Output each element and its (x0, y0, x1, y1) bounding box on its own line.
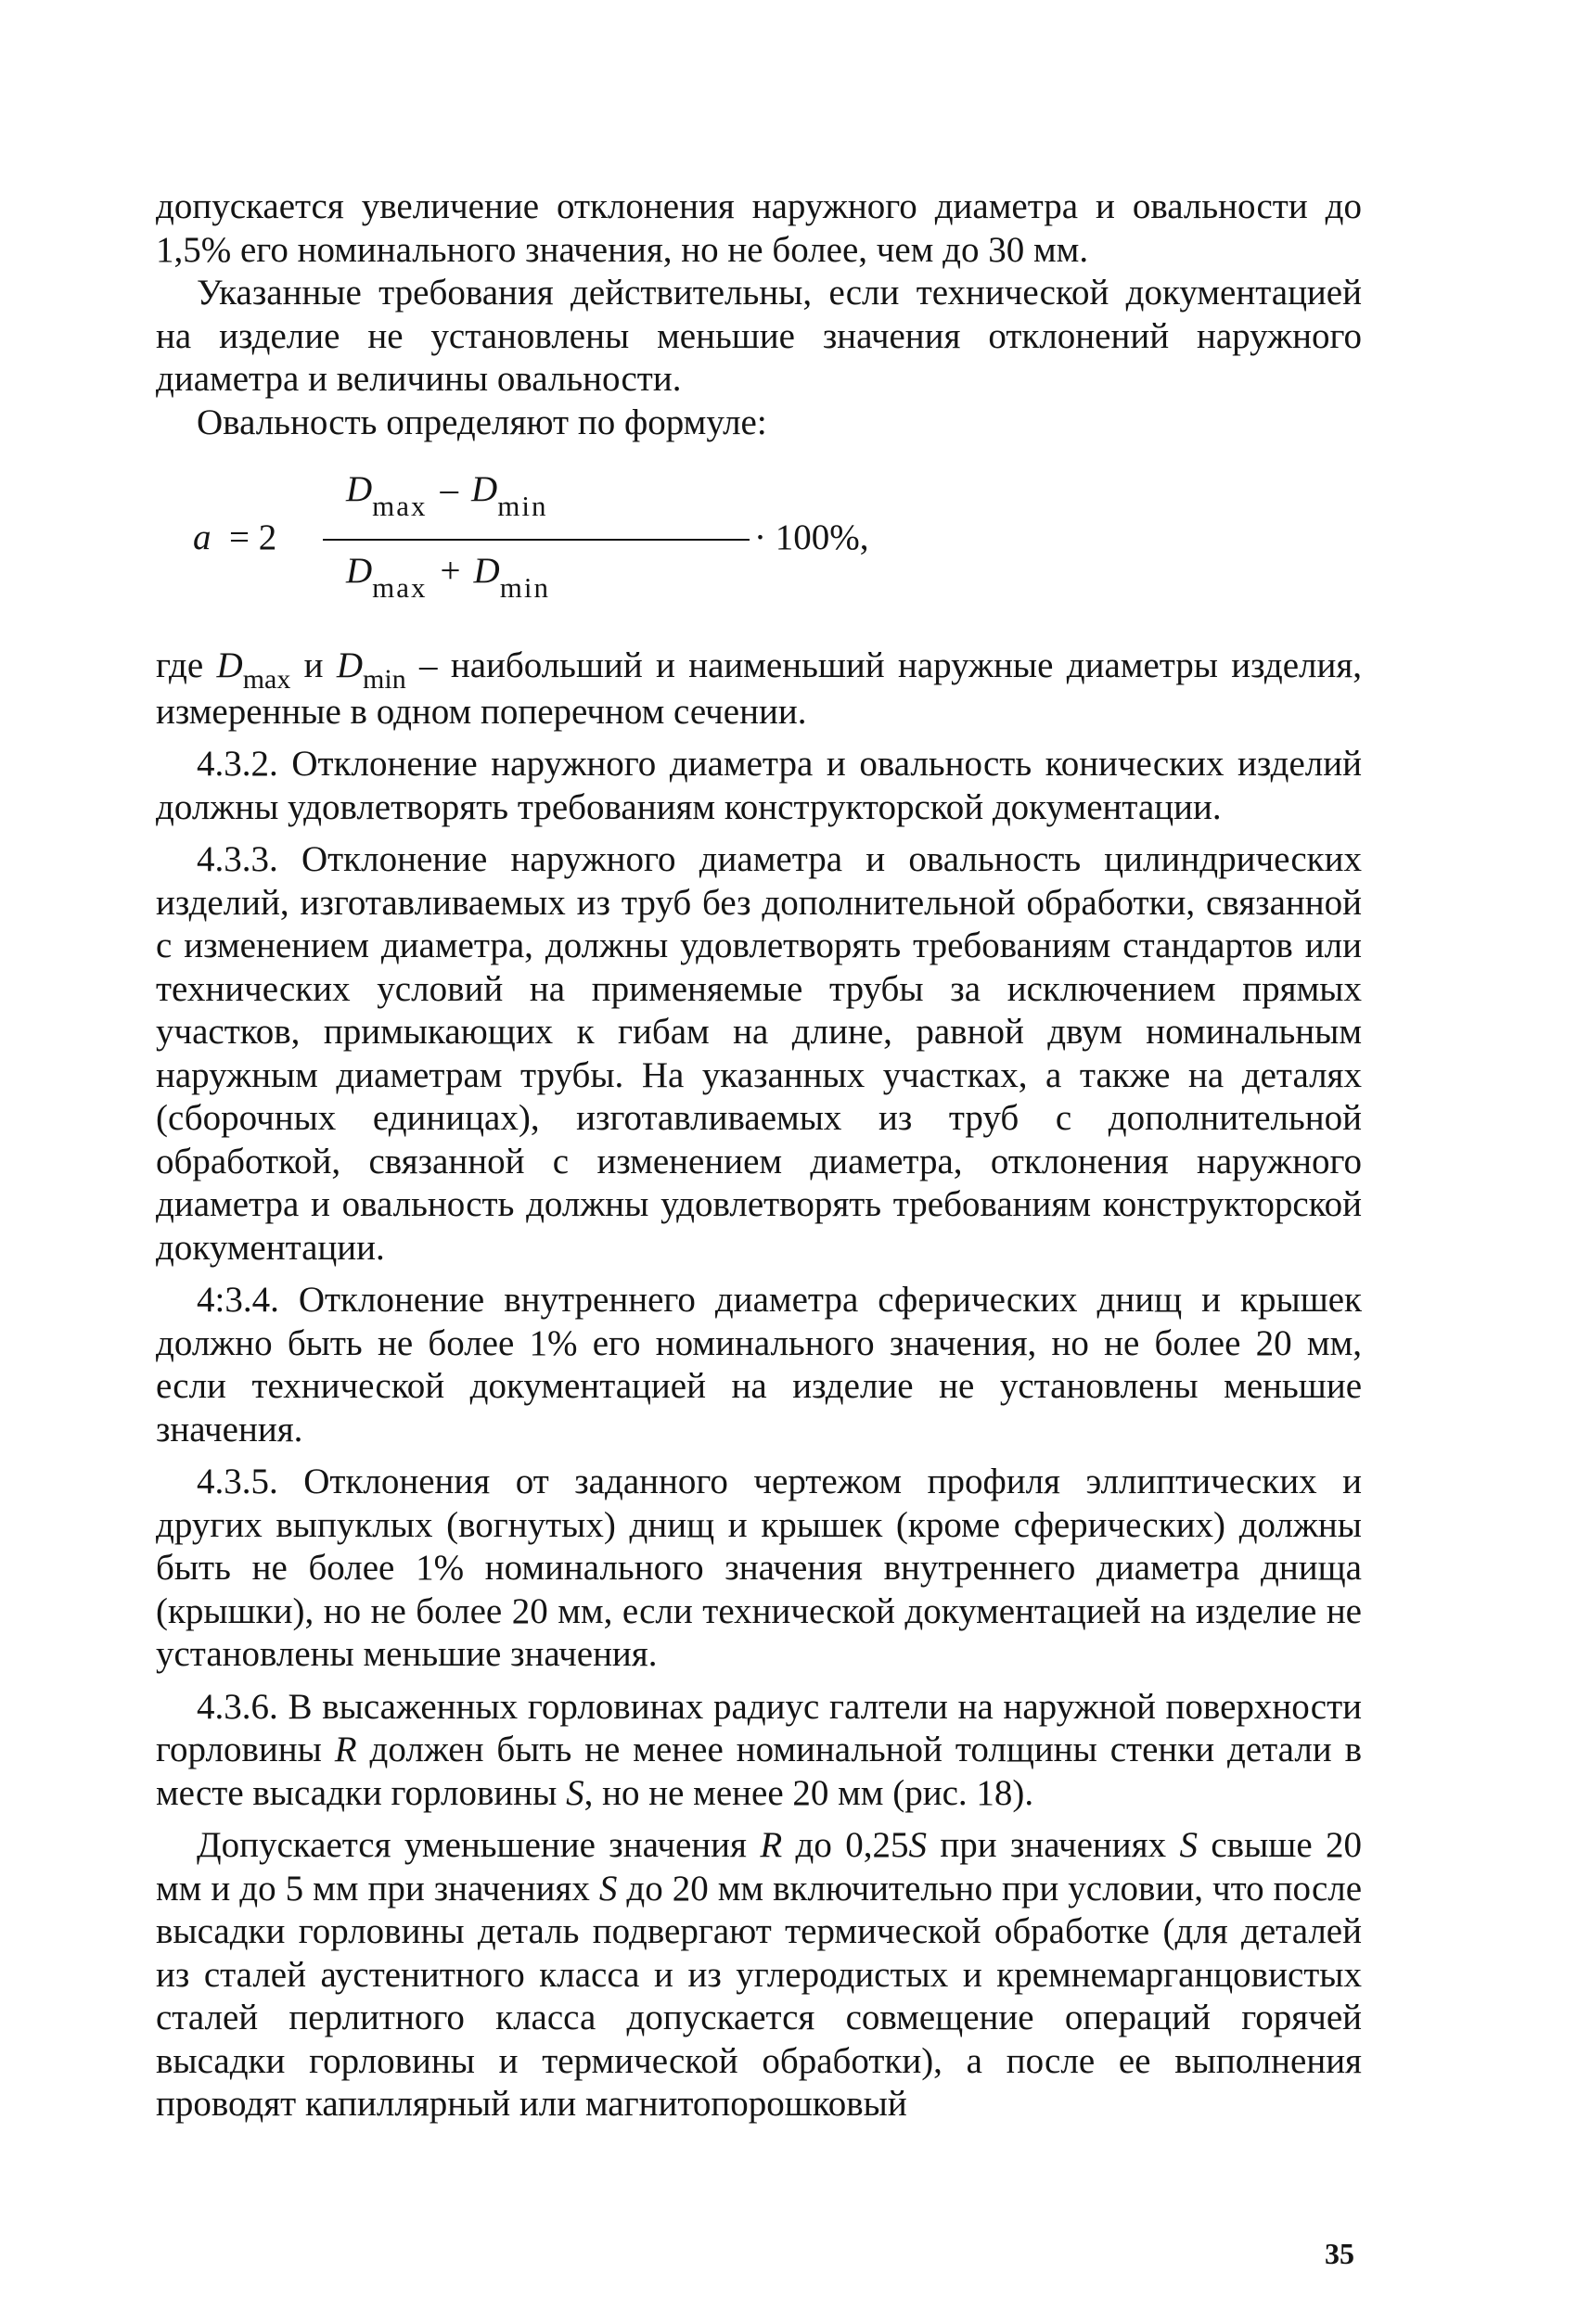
paragraph-4-3-4: 4:3.4. Отклонение внутреннего диаметра сферических днищ и крышек должно быть не более 1% его номинального значения, но не более 20 мм, если технической документацией на изделие не установлены меньшие значения. (156, 1280, 1362, 1449)
paragraph-where-definition: где $D_{max}$ и $D_{min}$ – наибольший и наименьший наружные диаметры изделия, измеренные в одном поперечном сечении. (156, 645, 1363, 732)
formula-fraction-bar (323, 539, 750, 541)
paragraph-ovality-intro: Овальность определяют по формуле: (197, 402, 767, 442)
page-number: 35 (1325, 2237, 1354, 2270)
paragraph-4-3-5: 4.3.5. Отклонения от заданного чертежом профиля эллиптических и других выпуклых (вогнутых) днищ и крышек (кроме сферических) должны быть не более 1% номинального значения внутреннего диаметра днища (крышки), но не более 20 мм, если технической документацией на изделие не установлены меньшие значения. (156, 1462, 1362, 1674)
ovality-formula (156, 468, 1362, 607)
formula-denominator: $D_{max} + D_{min}$ (346, 551, 550, 604)
formula-equals: = 2 (229, 517, 277, 557)
formula-var-a: a (193, 517, 212, 557)
paragraph-4-3-2: 4.3.2. Отклонение наружного диаметра и овальность конических изделий должны удовлетворять требованиям конструкторской документации. (156, 744, 1362, 827)
formula-lhs (193, 517, 276, 560)
document-page (156, 185, 1362, 2126)
paragraph-4-3-3: 4.3.3. Отклонение наружного диаметра и овальность цилиндрических изделий, изготавливаемых из труб без дополнительной обработки, связанной с изменением диаметра, должны удовлетворять требованиям стандартов или технических условий на применяемые трубы за исключением прямых участков, примыкающих к гибам на длине, равной двум номинальным наружным диаметрам трубы. На указанных участках, а также на деталях (сборочных единицах), изготавливаемых из труб с дополнительной обработкой, связанной с изменением диаметра, отклонения наружного диаметра и овальность должны удовлетворять требованиям конструкторской документации. (156, 839, 1362, 1268)
formula-multiplier: · 100%, (754, 517, 869, 557)
paragraph-4-3-6: 4.3.6. В высаженных горловинах радиус галтели на наружной поверхности горловины R должен быть не менее номинальной толщины стенки детали в месте высадки горловины S, но не менее 20 мм (рис. 18). (156, 1686, 1363, 1813)
formula-numerator: $D_{max} - D_{min}$ (346, 469, 548, 522)
paragraph-continuation: допускается увеличение отклонения наружного диаметра и овальности до 1,5% его номинального значения, но не более, чем до 30 мм. (156, 186, 1362, 270)
paragraph-requirements-validity: Указанные требования действительны, если технической документацией на изделие не установлены меньшие значения отклонений наружного диаметра и величины овальности. (156, 273, 1362, 399)
paragraph-reduction-allowed: Допускается уменьшение значения R до 0,25S при значениях S свыше 20 мм и до 5 мм при значениях S до 20 мм включительно при условии, что после высадки горловины деталь подвергают термической обработке (для деталей из сталей аустенитного класса и из углеродистых и кремнемарганцовистых сталей перлитного класса допускается совмещение операций горячей высадки горловины и термической обработки), а после ее выполнения проводят капиллярный или магнитопорошковый (156, 1825, 1363, 2124)
